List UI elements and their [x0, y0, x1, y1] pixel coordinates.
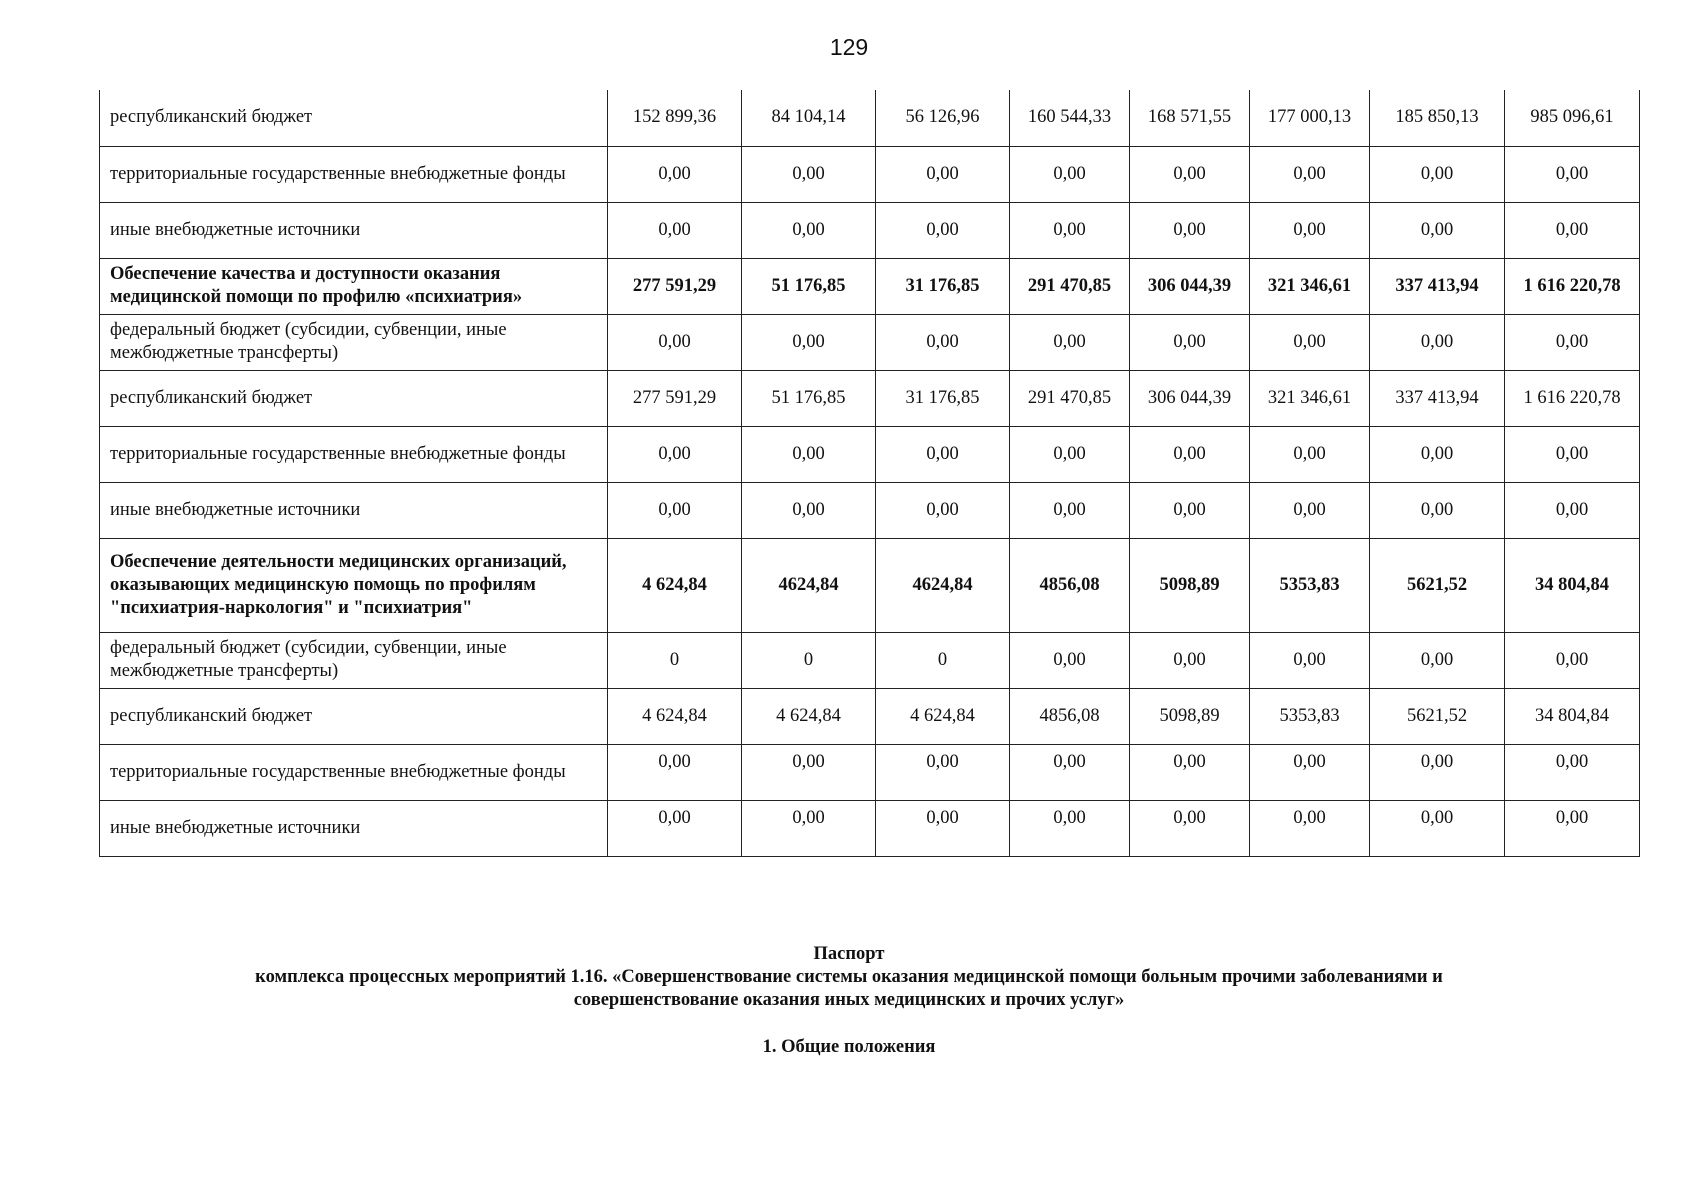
- table-cell: 0,00: [1010, 202, 1130, 258]
- table-cell: 0,00: [1505, 314, 1640, 370]
- table-cell: 0,00: [1250, 146, 1370, 202]
- table-cell: 0,00: [1010, 426, 1130, 482]
- table-cell: 306 044,39: [1130, 370, 1250, 426]
- row-label: территориальные государственные внебюджетные фонды: [100, 426, 608, 482]
- table-cell: 0,00: [1010, 800, 1130, 856]
- table-cell: 0,00: [1505, 482, 1640, 538]
- table-row: [100, 90, 1640, 146]
- table-cell: 4856,08: [1010, 688, 1130, 744]
- table-cell: 0: [876, 632, 1010, 688]
- table-cell: 0,00: [1250, 202, 1370, 258]
- table-cell: 337 413,94: [1370, 370, 1505, 426]
- table-cell: 0,00: [1370, 744, 1505, 800]
- table-row-section: [100, 258, 1640, 314]
- budget-table: [99, 90, 1640, 857]
- table-cell: 4 624,84: [742, 688, 876, 744]
- row-label: иные внебюджетные источники: [100, 800, 608, 856]
- table-cell: 0,00: [1370, 426, 1505, 482]
- table-cell: 0: [742, 632, 876, 688]
- table-cell: 1 616 220,78: [1505, 370, 1640, 426]
- table-cell: 185 850,13: [1370, 90, 1505, 146]
- table-cell: 0,00: [876, 314, 1010, 370]
- page-number: 129: [829, 34, 869, 60]
- table-cell: 0,00: [742, 800, 876, 856]
- table-cell: 0,00: [876, 800, 1010, 856]
- table-cell: 177 000,13: [1250, 90, 1370, 146]
- table-cell: 0: [608, 632, 742, 688]
- table-cell: 0,00: [608, 314, 742, 370]
- table-row: [100, 426, 1640, 482]
- table-cell: 0,00: [1250, 632, 1370, 688]
- table-cell: 0,00: [742, 314, 876, 370]
- row-label: территориальные государственные внебюджетные фонды: [100, 744, 608, 800]
- table-cell: 0,00: [1370, 482, 1505, 538]
- table-row-section: [100, 538, 1640, 632]
- table-row: [100, 688, 1640, 744]
- table-cell: 152 899,36: [608, 90, 742, 146]
- table-cell: 0,00: [1010, 482, 1130, 538]
- row-label: иные внебюджетные источники: [100, 482, 608, 538]
- table-cell: 160 544,33: [1010, 90, 1130, 146]
- table-cell: 0,00: [1505, 202, 1640, 258]
- row-label: федеральный бюджет (субсидии, субвенции, иные межбюджетные трансферты): [100, 632, 608, 688]
- table-cell: 51 176,85: [742, 258, 876, 314]
- table-cell: 0,00: [1370, 800, 1505, 856]
- table-cell: 0,00: [1250, 482, 1370, 538]
- table-cell: 0,00: [1505, 800, 1640, 856]
- table-cell: 0,00: [742, 202, 876, 258]
- table-cell: 4 624,84: [608, 538, 742, 632]
- table-cell: 5353,83: [1250, 688, 1370, 744]
- table-cell: 0,00: [1505, 744, 1640, 800]
- passport-title: Паспорт: [813, 944, 885, 964]
- table-cell: 0,00: [608, 426, 742, 482]
- table-cell: 0,00: [1370, 202, 1505, 258]
- table-cell: 0,00: [1250, 744, 1370, 800]
- table-row: [100, 202, 1640, 258]
- table-cell: 4 624,84: [608, 688, 742, 744]
- table-cell: 0,00: [1010, 146, 1130, 202]
- row-label: федеральный бюджет (субсидии, субвенции, иные межбюджетные трансферты): [100, 314, 608, 370]
- table-cell: 0,00: [608, 146, 742, 202]
- table-row: [100, 800, 1640, 856]
- row-label: иные внебюджетные источники: [100, 202, 608, 258]
- table-cell: 168 571,55: [1130, 90, 1250, 146]
- table-cell: 0,00: [1505, 632, 1640, 688]
- table-cell: 0,00: [1250, 800, 1370, 856]
- table-cell: 0,00: [608, 744, 742, 800]
- table-cell: 4624,84: [876, 538, 1010, 632]
- table-cell: 0,00: [742, 482, 876, 538]
- table-cell: 277 591,29: [608, 370, 742, 426]
- table-cell: 34 804,84: [1505, 538, 1640, 632]
- table-cell: 0,00: [1370, 632, 1505, 688]
- table-row: [100, 370, 1640, 426]
- table-cell: 0,00: [1010, 314, 1130, 370]
- table-row: [100, 482, 1640, 538]
- table-cell: 291 470,85: [1010, 258, 1130, 314]
- table-cell: 0,00: [1010, 632, 1130, 688]
- table-cell: 0,00: [1130, 800, 1250, 856]
- table-cell: 1 616 220,78: [1505, 258, 1640, 314]
- table-cell: 5621,52: [1370, 538, 1505, 632]
- table-cell: 0,00: [1130, 744, 1250, 800]
- table-cell: 51 176,85: [742, 370, 876, 426]
- table-cell: 0,00: [1370, 146, 1505, 202]
- table-cell: 277 591,29: [608, 258, 742, 314]
- table-cell: 0,00: [608, 482, 742, 538]
- row-label: территориальные государственные внебюджетные фонды: [100, 146, 608, 202]
- table-row: [100, 314, 1640, 370]
- table-cell: 84 104,14: [742, 90, 876, 146]
- table-row: [100, 146, 1640, 202]
- table-cell: 306 044,39: [1130, 258, 1250, 314]
- table-cell: 0,00: [1370, 314, 1505, 370]
- passport-subtitle: комплекса процессных мероприятий 1.16. «Совершенствование системы оказания медицинской помощи больным прочими заболеваниями и совершенствование оказания иных медицинских и прочих услуг»: [255, 967, 1443, 1010]
- table-cell: 4856,08: [1010, 538, 1130, 632]
- table-cell: 0,00: [608, 202, 742, 258]
- table-cell: 291 470,85: [1010, 370, 1130, 426]
- passport-header: [0, 943, 1698, 1059]
- table-cell: 5621,52: [1370, 688, 1505, 744]
- table-cell: 56 126,96: [876, 90, 1010, 146]
- table-cell: 0,00: [1130, 632, 1250, 688]
- table-cell: 31 176,85: [876, 258, 1010, 314]
- table-cell: 0,00: [876, 426, 1010, 482]
- table-cell: 0,00: [742, 744, 876, 800]
- row-label: Обеспечение качества и доступности оказания медицинской помощи по профилю «психиатрия»: [100, 258, 608, 314]
- table-cell: 0,00: [876, 482, 1010, 538]
- table-cell: 34 804,84: [1505, 688, 1640, 744]
- table-cell: 0,00: [1010, 744, 1130, 800]
- table-cell: 321 346,61: [1250, 370, 1370, 426]
- row-label: республиканский бюджет: [100, 90, 608, 146]
- table-cell: 4 624,84: [876, 688, 1010, 744]
- section-heading: 1. Общие положения: [762, 1037, 936, 1057]
- table-cell: 0,00: [1130, 202, 1250, 258]
- table-row: [100, 632, 1640, 688]
- table-cell: 5098,89: [1130, 538, 1250, 632]
- table-cell: 0,00: [1250, 426, 1370, 482]
- table-cell: 0,00: [742, 426, 876, 482]
- table-cell: 5353,83: [1250, 538, 1370, 632]
- table-cell: 0,00: [1130, 482, 1250, 538]
- table-cell: 0,00: [876, 202, 1010, 258]
- table-cell: 0,00: [742, 146, 876, 202]
- table-cell: 0,00: [1250, 314, 1370, 370]
- table-cell: 31 176,85: [876, 370, 1010, 426]
- table-cell: 0,00: [1505, 146, 1640, 202]
- table-cell: 0,00: [1130, 426, 1250, 482]
- table-cell: 985 096,61: [1505, 90, 1640, 146]
- table-cell: 0,00: [876, 744, 1010, 800]
- table-cell: 0,00: [1505, 426, 1640, 482]
- table-row: [100, 744, 1640, 800]
- table-cell: 0,00: [608, 800, 742, 856]
- table-cell: 0,00: [1130, 146, 1250, 202]
- table-cell: 0,00: [876, 146, 1010, 202]
- table-cell: 4624,84: [742, 538, 876, 632]
- row-label: республиканский бюджет: [100, 370, 608, 426]
- table-cell: 337 413,94: [1370, 258, 1505, 314]
- table-cell: 321 346,61: [1250, 258, 1370, 314]
- row-label: Обеспечение деятельности медицинских организаций, оказывающих медицинскую помощь по профилям "психиатрия-наркология" и "психиатрия": [100, 538, 608, 632]
- row-label: республиканский бюджет: [100, 688, 608, 744]
- table-cell: 0,00: [1130, 314, 1250, 370]
- table-cell: 5098,89: [1130, 688, 1250, 744]
